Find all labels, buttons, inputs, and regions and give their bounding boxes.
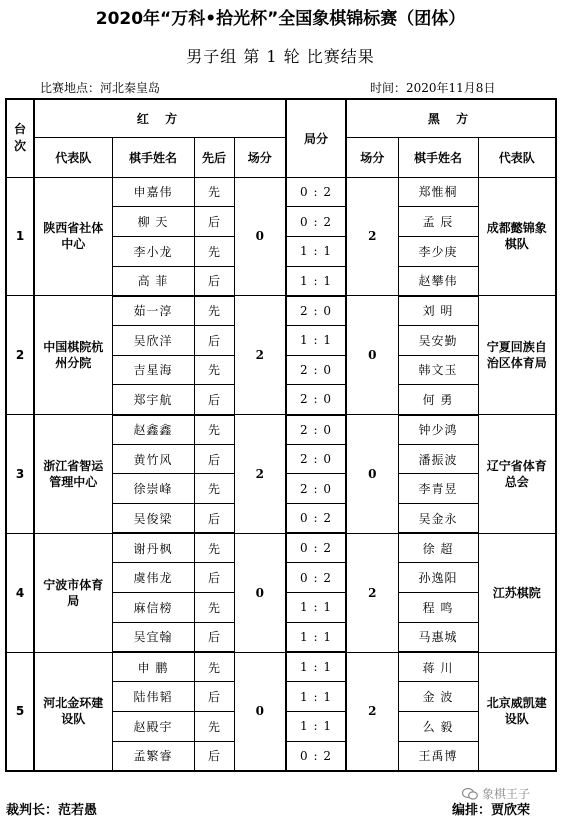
- black-player-name: 马惠城: [398, 622, 478, 652]
- move-order: 先: [194, 711, 234, 741]
- red-team-name: 河北金环建设队: [34, 652, 112, 771]
- game-score: 1 : 1: [286, 593, 346, 623]
- red-team-name: 陕西省社体中心: [34, 177, 112, 296]
- black-match-score: 2: [346, 177, 398, 296]
- move-order: 后: [194, 266, 234, 296]
- red-player-name: 徐崇峰: [112, 474, 194, 504]
- black-team-name: 宁夏回族自治区体育局: [478, 296, 556, 415]
- move-order: 后: [194, 444, 234, 474]
- move-order: 先: [194, 236, 234, 266]
- move-order: 先: [194, 296, 234, 326]
- game-score: 0 : 2: [286, 207, 346, 237]
- move-order: 先: [194, 474, 234, 504]
- game-score: 2 : 0: [286, 385, 346, 415]
- black-player-name: 刘 明: [398, 296, 478, 326]
- page-title: 2020年“万科•拾光杯”全国象棋锦标赛（团体）: [95, 9, 466, 29]
- move-order: 后: [194, 563, 234, 593]
- move-order: 先: [194, 652, 234, 682]
- results-table: [5, 98, 557, 772]
- editor-label: 编排：贾欣荣: [452, 803, 531, 818]
- table-number: 1: [6, 177, 34, 296]
- black-player-name: 郑惟桐: [398, 177, 478, 207]
- red-player-name: 赵殿宇: [112, 711, 194, 741]
- black-match-score: 2: [346, 652, 398, 771]
- red-team-name: 中国棋院杭州分院: [34, 296, 112, 415]
- game-score: 0 : 2: [286, 563, 346, 593]
- move-order: 后: [194, 207, 234, 237]
- red-team-name: 浙江省智运管理中心: [34, 415, 112, 534]
- move-order: 先: [194, 533, 234, 563]
- black-player-name: 吴金永: [398, 504, 478, 534]
- game-score: 1 : 1: [286, 622, 346, 652]
- header-game-score: 局分: [286, 99, 346, 177]
- red-player-name: 麻信榜: [112, 593, 194, 623]
- red-match-score: 0: [234, 652, 286, 771]
- black-player-name: 韩文玉: [398, 355, 478, 385]
- red-match-score: 2: [234, 415, 286, 534]
- red-player-name: 柳 天: [112, 207, 194, 237]
- game-score: 0 : 2: [286, 533, 346, 563]
- game-score: 1 : 1: [286, 236, 346, 266]
- header-red-player: 棋手姓名: [112, 137, 194, 177]
- black-player-name: 王禹博: [398, 741, 478, 771]
- red-match-score: 0: [234, 177, 286, 296]
- red-player-name: 吴俊梁: [112, 504, 194, 534]
- game-score: 0 : 2: [286, 177, 346, 207]
- header-order: 先后: [194, 137, 234, 177]
- table-number: 3: [6, 415, 34, 534]
- game-score: 2 : 0: [286, 296, 346, 326]
- header-table-no: 台次: [6, 99, 34, 177]
- venue-label: 比赛地点：河北秦皇岛: [40, 81, 161, 95]
- red-match-score: 2: [234, 296, 286, 415]
- header-black-match-score: 场分: [346, 137, 398, 177]
- game-score: 1 : 1: [286, 325, 346, 355]
- header-red-side: 红 方: [34, 99, 286, 137]
- red-player-name: 吉星海: [112, 355, 194, 385]
- red-player-name: 高 菲: [112, 266, 194, 296]
- black-player-name: 何 勇: [398, 385, 478, 415]
- red-player-name: 虞伟龙: [112, 563, 194, 593]
- table-row: [6, 533, 556, 563]
- black-player-name: 钟少鸿: [398, 415, 478, 445]
- black-player-name: 李青昱: [398, 474, 478, 504]
- table-row: [6, 652, 556, 682]
- table-number: 2: [6, 296, 34, 415]
- black-team-name: 辽宁省体育总会: [478, 415, 556, 534]
- red-player-name: 赵鑫鑫: [112, 415, 194, 445]
- red-player-name: 吴欣洋: [112, 325, 194, 355]
- black-player-name: 孙逸阳: [398, 563, 478, 593]
- table-row: [6, 415, 556, 445]
- black-team-name: 成都懿锦象棋队: [478, 177, 556, 296]
- red-player-name: 申 鹏: [112, 652, 194, 682]
- game-score: 2 : 0: [286, 355, 346, 385]
- red-player-name: 谢丹枫: [112, 533, 194, 563]
- game-score: 2 : 0: [286, 444, 346, 474]
- red-player-name: 陆伟韬: [112, 682, 194, 712]
- black-match-score: 0: [346, 415, 398, 534]
- move-order: 后: [194, 741, 234, 771]
- red-player-name: 郑宇航: [112, 385, 194, 415]
- black-player-name: 徐 超: [398, 533, 478, 563]
- game-score: 2 : 0: [286, 474, 346, 504]
- black-player-name: 程 鸣: [398, 593, 478, 623]
- move-order: 先: [194, 415, 234, 445]
- red-player-name: 申嘉伟: [112, 177, 194, 207]
- header-red-team: 代表队: [34, 137, 112, 177]
- move-order: 先: [194, 177, 234, 207]
- black-player-name: 李少庚: [398, 236, 478, 266]
- black-match-score: 2: [346, 533, 398, 652]
- game-score: 0 : 2: [286, 741, 346, 771]
- table-row: [6, 177, 556, 207]
- date-label: 时间：2020年11月8日: [370, 81, 496, 95]
- black-player-name: 蒋 川: [398, 652, 478, 682]
- game-score: 1 : 1: [286, 711, 346, 741]
- red-match-score: 0: [234, 533, 286, 652]
- black-team-name: 北京威凯建设队: [478, 652, 556, 771]
- move-order: 后: [194, 385, 234, 415]
- header-black-side: 黑 方: [346, 99, 556, 137]
- red-team-name: 宁波市体育局: [34, 533, 112, 652]
- black-player-name: 潘振波: [398, 444, 478, 474]
- table-number: 4: [6, 533, 34, 652]
- black-team-name: 江苏棋院: [478, 533, 556, 652]
- move-order: 先: [194, 355, 234, 385]
- black-match-score: 0: [346, 296, 398, 415]
- red-player-name: 李小龙: [112, 236, 194, 266]
- game-score: 0 : 2: [286, 504, 346, 534]
- header-black-player: 棋手姓名: [398, 137, 478, 177]
- move-order: 后: [194, 325, 234, 355]
- move-order: 后: [194, 622, 234, 652]
- red-player-name: 黄竹风: [112, 444, 194, 474]
- header-black-team: 代表队: [478, 137, 556, 177]
- black-player-name: 么 毅: [398, 711, 478, 741]
- black-player-name: 孟 辰: [398, 207, 478, 237]
- page-subtitle: 男子组 第 1 轮 比赛结果: [186, 47, 375, 66]
- table-row: [6, 296, 556, 326]
- table-number: 5: [6, 652, 34, 771]
- red-player-name: 孟繁睿: [112, 741, 194, 771]
- watermark-text: 象棋王子: [482, 787, 531, 801]
- black-player-name: 赵攀伟: [398, 266, 478, 296]
- header-red-match-score: 场分: [234, 137, 286, 177]
- referee-label: 裁判长：范若愚: [6, 803, 98, 818]
- move-order: 后: [194, 682, 234, 712]
- game-score: 1 : 1: [286, 682, 346, 712]
- black-player-name: 吴安勤: [398, 325, 478, 355]
- red-player-name: 茹一淳: [112, 296, 194, 326]
- move-order: 先: [194, 593, 234, 623]
- game-score: 1 : 1: [286, 652, 346, 682]
- game-score: 1 : 1: [286, 266, 346, 296]
- black-player-name: 金 波: [398, 682, 478, 712]
- game-score: 2 : 0: [286, 415, 346, 445]
- move-order: 后: [194, 504, 234, 534]
- red-player-name: 吴宜翰: [112, 622, 194, 652]
